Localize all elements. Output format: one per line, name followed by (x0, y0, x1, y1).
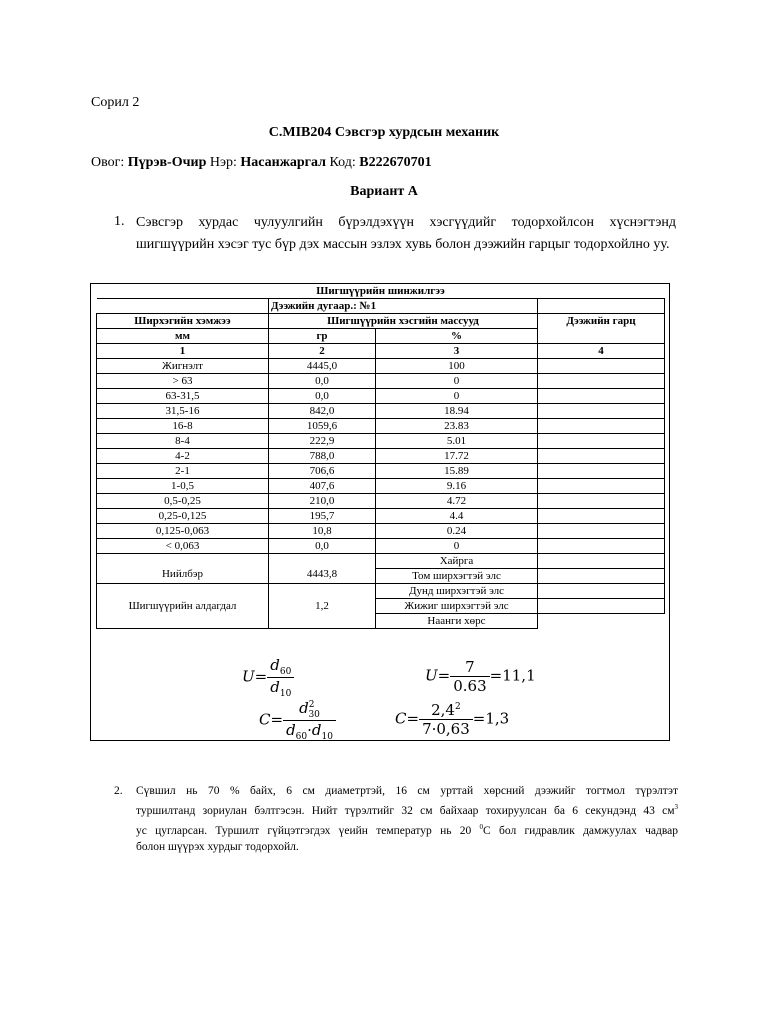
table-title: Шигшүүрийн шинжилгээ (97, 284, 665, 299)
table-row (97, 524, 665, 539)
soil-type: Жижиг ширхэгтэй элс (376, 599, 538, 614)
cell-gr: 210,0 (269, 494, 376, 509)
cell-gr: 195,7 (269, 509, 376, 524)
cell-yield (538, 584, 665, 599)
cell-pct: 0.24 (376, 524, 538, 539)
cell-size: 16-8 (97, 419, 269, 434)
size-header: Ширхэгийн хэмжээ (97, 314, 269, 329)
q2-text (136, 783, 678, 855)
cell-pct: 17.72 (376, 449, 538, 464)
cell-size: > 63 (97, 374, 269, 389)
col-number: 3 (376, 344, 538, 359)
cell-size: 8-4 (97, 434, 269, 449)
q1-number: 1. (114, 214, 125, 229)
formula-c-value: C= $\frac{2,4^2}{7\cdot 0,63}$ =1,3 (395, 701, 510, 738)
cell-pct: 4.72 (376, 494, 538, 509)
ner-value: Насанжаргал (240, 155, 326, 170)
var-u: U (242, 667, 255, 686)
var-c: C (395, 709, 407, 728)
cell-pct: 0 (376, 539, 538, 554)
cell-yield (538, 359, 665, 374)
table-row (97, 449, 665, 464)
cell-yield (538, 569, 665, 584)
formula-u-value: U= $\frac{7}{0.63}$ =11,1 (425, 658, 536, 695)
table-row (97, 419, 665, 434)
cell-yield (538, 479, 665, 494)
cell-gr: 222,9 (269, 434, 376, 449)
table-row (97, 479, 665, 494)
loss-label: Шигшүүрийн алдагдал (97, 584, 269, 629)
col-number: 2 (269, 344, 376, 359)
col-number: 4 (538, 344, 665, 359)
cell-yield (538, 539, 665, 554)
unit-pct: % (376, 329, 538, 344)
cell-gr: 706,6 (269, 464, 376, 479)
cell-size: 1-0,5 (97, 479, 269, 494)
cell-size: 31,5-16 (97, 404, 269, 419)
soil-type: Хайрга (376, 554, 538, 569)
total-label: Нийлбэр (97, 554, 269, 584)
cell-gr: 407,6 (269, 479, 376, 494)
cell-gr: 0,0 (269, 539, 376, 554)
cell-pct: 18.94 (376, 404, 538, 419)
cell-yield (538, 419, 665, 434)
course-title: С.МІВ204 Сэвсгэр хурдсын механик (268, 125, 500, 140)
total-value: 4443,8 (269, 554, 376, 584)
cell-size: 0,5-0,25 (97, 494, 269, 509)
formula-u-definition: U= $\frac{d_{60}}{d_{10}}$ (242, 656, 294, 699)
cell-size: 63-31,5 (97, 389, 269, 404)
ovog-label: Овог: (91, 155, 125, 170)
table-row (97, 374, 665, 389)
table-row (97, 389, 665, 404)
cell-yield (538, 464, 665, 479)
q2-line: ус цугларсан. Туршилт гүйцэтгэгдэх үеийн температур нь 20 $^0$C бол гидравлик дамжуулах чадвар (136, 822, 678, 837)
sample-number: Дээжийн дугаар.: №1 (269, 299, 538, 314)
kod-value: B222670701 (359, 155, 432, 170)
cell-size: 4-2 (97, 449, 269, 464)
table-row (97, 494, 665, 509)
cell-yield (538, 614, 665, 629)
cell-yield (538, 599, 665, 614)
cell-yield (538, 404, 665, 419)
cell-yield (538, 374, 665, 389)
cell-gr: 0,0 (269, 389, 376, 404)
cell-size: < 0,063 (97, 539, 269, 554)
cell-yield (538, 434, 665, 449)
cell-pct: 5.01 (376, 434, 538, 449)
table-row (97, 464, 665, 479)
q2-number: 2. (114, 785, 123, 797)
cell-pct: 0 (376, 374, 538, 389)
cell-size: 2-1 (97, 464, 269, 479)
cell-yield (538, 449, 665, 464)
table-row (97, 359, 665, 374)
cell-pct: 0 (376, 389, 538, 404)
unit-mm: мм (97, 329, 269, 344)
cell-pct: 100 (376, 359, 538, 374)
mass-header: Шигшүүрийн хэсгийн массууд (269, 314, 538, 329)
test-label: Сорил 2 (91, 95, 140, 110)
formula-c-definition: C= $\frac{d^2_{30}}{d_{60}\cdot d_{10}}$ (259, 699, 336, 742)
col-number: 1 (97, 344, 269, 359)
q1-text: Сэвсгэр хурдас чулуулгийн бүрэлдэхүүн хэсгүүдийг тодорхойлсон хүснэгтэнд шигшүүрийн хэсэг тус бүр дэх массын эзлэх хувь болон дээжийн гарцыг тодорхойлно уу. (136, 215, 676, 252)
cell-pct: 15.89 (376, 464, 538, 479)
table-row (97, 404, 665, 419)
u-result: =11,1 (489, 666, 536, 685)
cell-pct: 9.16 (376, 479, 538, 494)
cell-yield (538, 509, 665, 524)
cell-pct: 4.4 (376, 509, 538, 524)
sieve-table (96, 284, 665, 629)
soil-type: Дунд ширхэгтэй элс (376, 584, 538, 599)
kod-label: Код: (329, 155, 356, 170)
soil-type: Том ширхэгтэй элс (376, 569, 538, 584)
cell-gr: 0,0 (269, 374, 376, 389)
soil-type: Наанги хөрс (376, 614, 538, 629)
cell-gr: 842,0 (269, 404, 376, 419)
cell-yield (538, 554, 665, 569)
unit-gr: гр (269, 329, 376, 344)
table-row (97, 539, 665, 554)
q2-line: Сүвшил нь 70 % байх, 6 см диаметртэй, 16 см урттай хөрсний дээжийг тогтмол түрэлтэт (136, 785, 678, 797)
cell-gr: 1059,6 (269, 419, 376, 434)
cell-gr: 4445,0 (269, 359, 376, 374)
loss-value: 1,2 (269, 584, 376, 629)
cell-size: 0,25-0,125 (97, 509, 269, 524)
ovog-value: Пүрэв-Очир (127, 155, 207, 170)
c-result: =1,3 (472, 709, 510, 728)
cell-size: Жигнэлт (97, 359, 269, 374)
cell-yield (538, 524, 665, 539)
cell-gr: 788,0 (269, 449, 376, 464)
student-line (91, 153, 432, 173)
q2-line: болон шүүрэх хурдыг тодорхойл. (136, 840, 299, 853)
cell-yield (538, 494, 665, 509)
table-row (97, 509, 665, 524)
variant-title: Вариант А (350, 184, 418, 199)
var-c: C (259, 710, 271, 729)
ner-label: Нэр: (209, 155, 237, 170)
cell-size: 0,125-0,063 (97, 524, 269, 539)
q2-line: туршилтанд зориулан бэлтгэсэн. Нийт түрэлтийг 32 см байхаар тохируулсан ба 6 секундэнд 43 $см^3$ (136, 803, 678, 817)
table-row (97, 434, 665, 449)
yield-header: Дээжийн гарц (538, 314, 665, 344)
cell-pct: 23.83 (376, 419, 538, 434)
cell-gr: 10,8 (269, 524, 376, 539)
var-u: U (425, 666, 438, 685)
cell-yield (538, 389, 665, 404)
